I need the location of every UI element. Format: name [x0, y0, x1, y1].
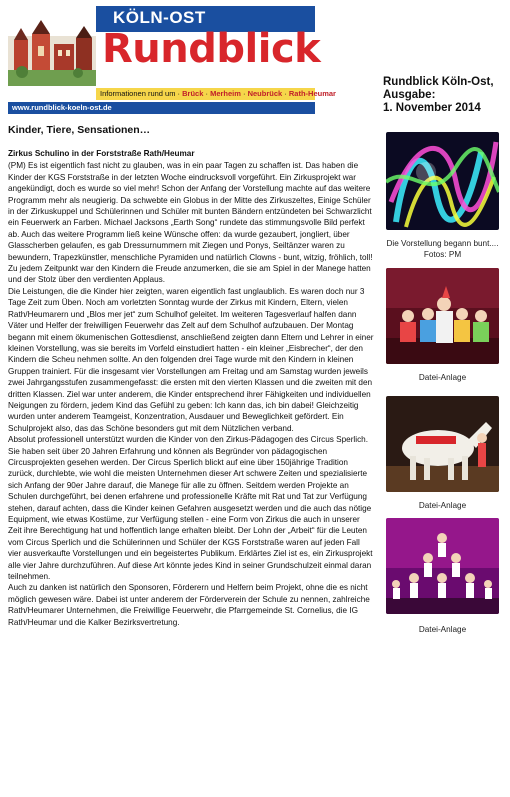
edition-date: 1. November 2014	[383, 102, 481, 114]
photo-horse[interactable]	[386, 396, 499, 492]
photo-caption-2: Datei-Anlage	[418, 373, 467, 382]
article-body	[8, 148, 374, 628]
edition-info	[383, 76, 508, 115]
edition-line-1: Rundblick Köln-Ost,	[383, 76, 494, 88]
masthead-region: KÖLN-OST	[113, 8, 206, 27]
photo-human-pyramid[interactable]	[386, 518, 499, 614]
masthead-logo	[8, 6, 336, 114]
photo-blacklight-ribbons[interactable]	[386, 132, 499, 230]
article-paragraph-3: Absolut professionell unterstützt wurden die Kinder von den Zirkus-Pädagogen des Circus Sperlich. Sie haben seit über 20 Jahren Erfahrung und können als Begründer von pädagogischen Circusprojekten gesehen werden. Der Circus Sperlich blickt auf eine über 150jährige Tradition zurück, durchlebte, wie wohl die meisten Unternehmen dieser Art schwere Zeiten und spezialisierte sich Anfang der 90er Jahre darauf, die Manege für alle zu öffnen. Seitdem werden Projekte an Schulen durchgeführt, bei denen erfahrene und professionelle Kräfte mit Rat und Tat zur Verfügung stehen, darauf achten, dass die Kinder keinen Gefahren ausgesetzt werden und die auch das nötige Equipment, wie etwas Kostüme, zur Verfügung stellen - eine Form von Zirkus die auch in unserer Zeit ihre Berechtigung hat und hoffentlich lange erhalten bleibt. Der Lohn der „Arbeit“ für die Leuten vom Circus Sperlich und die Schülerinnen und Schüler der KGS Forststraße waren auf jeden Fall vier ausverkaufte Vorstellungen und ein begeistertes Publikum. Erklärtes Ziel ist es, ein Zirkusprojekt alle vier Jahre durchzuführen. Auf diese Art könnte jedes Kind in seiner Grundschulzeit einmal daran teilnehmen.	[8, 435, 373, 582]
masthead-url[interactable]: www.rundblick-koeln-ost.de	[12, 103, 112, 112]
masthead-info: Informationen rund um · Brück · Merheim · Neubrück · Rath-Heumar	[100, 89, 336, 98]
article-headline: Zirkus Schulino in der Forststraße Rath/Heumar	[8, 149, 195, 158]
edition-line-2: Ausgabe:	[383, 89, 436, 101]
district-1: Brück	[182, 89, 204, 98]
photo-caption-4: Datei-Anlage	[418, 625, 467, 634]
info-prefix: Informationen rund um ·	[100, 89, 181, 98]
article-paragraph-4: Auch zu danken ist natürlich den Sponsoren, Förderern und Helfern beim Projekt, ohne die es nicht möglich gewesen wäre. Dabei ist unter anderem der Förderverein der Schule zu nennen, zahlreiche Rath/Heumarer Unternehmen, die Freiwillige Feuerwehr, die Pfarrgemeinde St. Cornelius, die IG Rath/Heumar und die Kalker Bezirksvertretung.	[8, 583, 370, 627]
photo-caption-1: Die Vorstellung begann bunt.... Fotos: PM	[386, 239, 499, 259]
district-3: Neubrück	[247, 89, 283, 98]
district-4: Rath-Heumar	[288, 89, 336, 98]
section-title: Kinder, Tiere, Sensationen…	[8, 124, 151, 136]
town-illustration	[8, 6, 96, 86]
district-2: Merheim	[210, 89, 241, 98]
article-paragraph-2: Die Leistungen, die die Kinder hier zeigten, waren eigentlich fast unglaublich. Es waren doch nur 3 Tage Zeit zum Üben. Noch am vorletzten Sonntag wurde der Zirkus mit Kindern, Eltern, vielen Rath/Heumarern und „Blos mer jet“ zum Schulhof geleitet. Im weiteren Tagesverlauf halfen dann Väter und Helfer der freiwilligen Feuerwehr das Zelt auf dem Schulhof aufzubauen. Der Montag begann mit einem ökumenischen Gottesdienst, anschließend zeigten dann Eltern und Lehrer in einer kleinen Vorstellung, was sie bereits im Vorfeld einstudiert hatten - ein kleiner „Eisbrecher“, der den Kindern die Scheu nehmen sollte. An den folgenden drei Tage wurde mit den Kindern in kleinen Gruppen trainiert. Für die insgesamt vier Vorstellungen am Freitag und am Samstag wurden jeweils zwei Jahrgangsstufen zusammengefasst: die ersten mit den vierten Klassen und die zweiten mit den dritten Klassen. Ziel war unter anderem, die Kinder entsprechend ihrer Fähigkeiten und individuellen Neigungen zu fördern, jedem Kind das Gefühl zu geben: Ich kann das, ich bin dabei! Gleichzeitig wurden unter anderem Teamgeist, Konzentration, Ausdauer und Beweglichkeit gefördert. Ein Schulprojekt also, das das Schöne besonders gut mit dem Nützlichen verband.	[8, 286, 374, 433]
masthead-title: Rundblick	[102, 26, 321, 72]
photo-caption-3: Datei-Anlage	[418, 501, 467, 510]
article-paragraph-1: (PM) Es ist eigentlich fast nicht zu glauben, was in ein paar Tagen zu schaffen ist. Das haben die Kinder der KGS Forststraße in der letzten Woche eindrucksvoll vorgeführt. Ein Zirkusprojekt war angekündigt, doch es wurde so viel mehr! Schon der Anfang der Vorstellung machte auf das weitere Programm mehr als neugierig. Da schwebte ein Globus in der Mitte des Zirkuszeltes, Einige Schüler in der Zirkuskuppel und Schülerinnen und Schüler mit bunten Bändern entzündeten bei Schwarzlicht ein Feuerwerk an Farben. Michael Jacksons „Earth Song“ rundete das stimmungsvolle Bild perfekt ab. Auch das weitere Programm ließ keine Wünsche offen: da wurde gezaubert, jongliert, über Glasscherben gelaufen, es gab Dressurnummern mit Ziegen und Ponys, Seiltänzer waren zu bewundern, Trapezkünstler, menschliche Pyramiden und natürlich Clowns - bunt, witzig, fröhlich, toll! Zu jedem Zeitpunkt war den Kindern die Freude anzumerken, die sie am Spiel in der Manege hatten und der Stolz über den verdienten Applaus.	[8, 161, 373, 285]
photo-clowns[interactable]	[386, 268, 499, 364]
